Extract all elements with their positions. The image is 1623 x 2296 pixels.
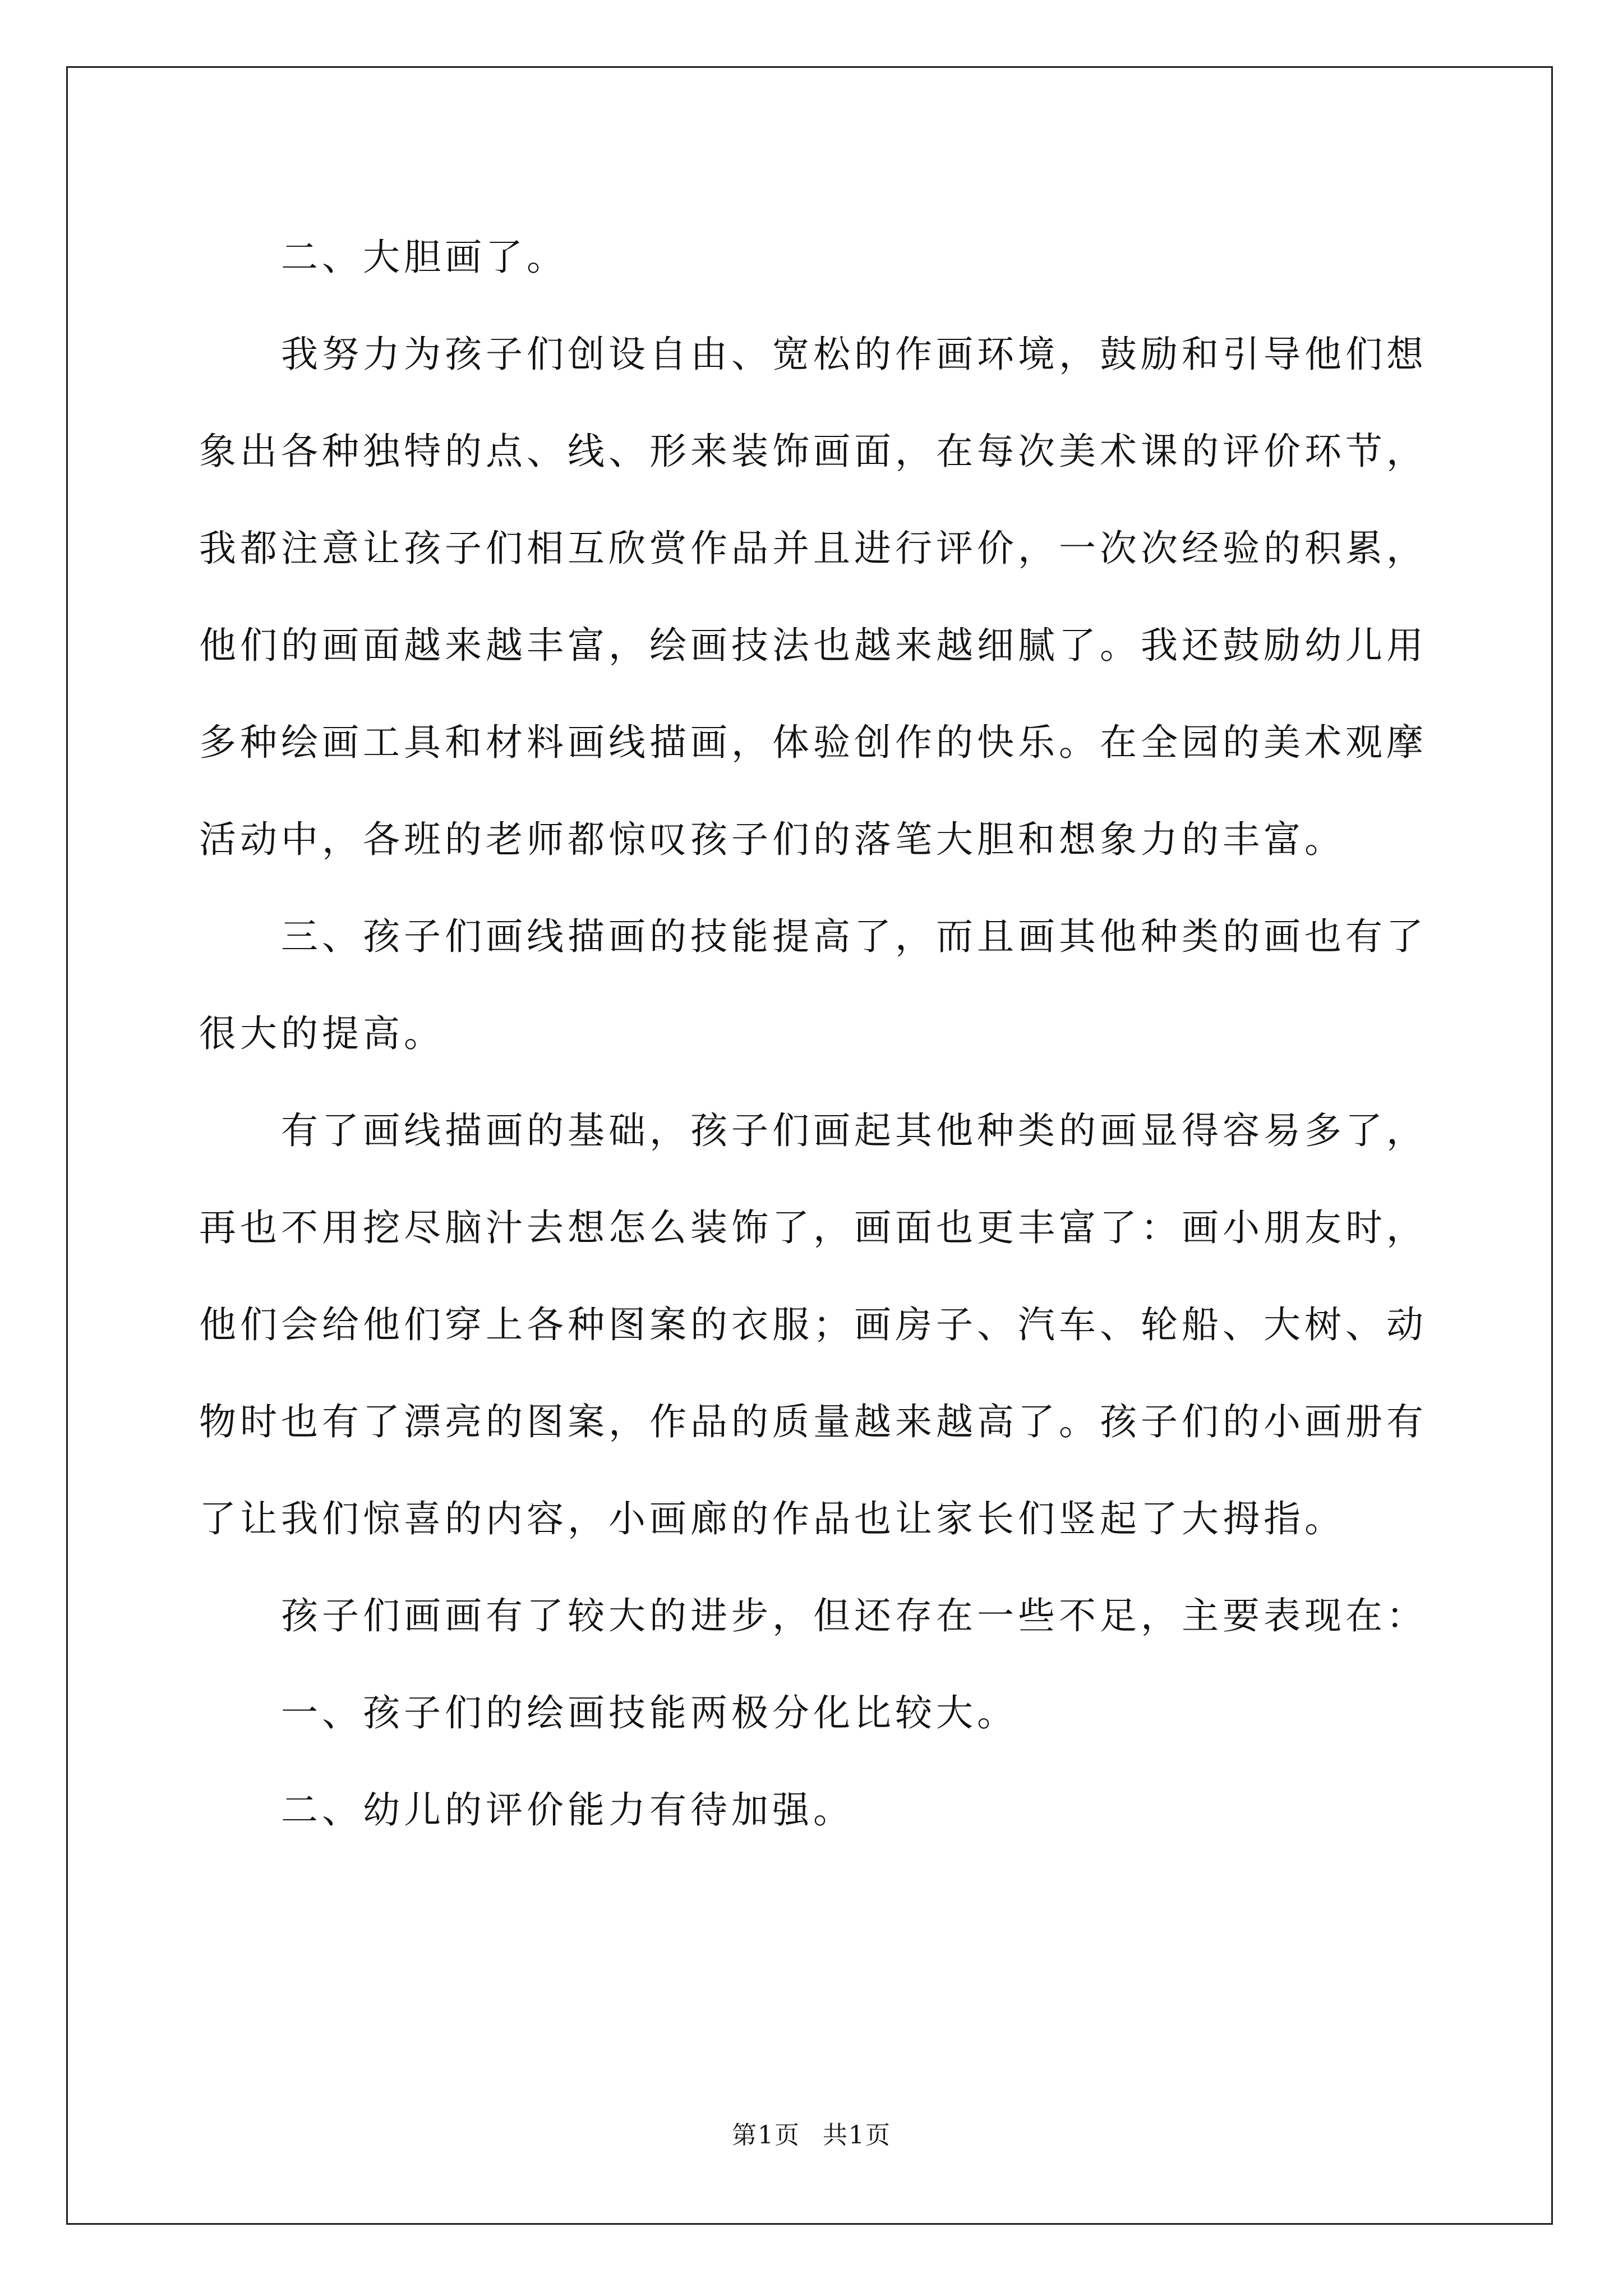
paragraph: 有了画线描画的基础，孩子们画起其他种类的画显得容易多了，再也不用挖尽脑汁去想怎么装饰了，画面也更丰富了：画小朋友时，他们会给他们穿上各种图案的衣服；画房子、汽车、轮船、大树、动物时也有了漂亮的图案，作品的质量越来越高了。孩子们的小画册有了让我们惊喜的内容，小画廊的作品也让家长们竖起了大拇指。 (199, 1109, 1427, 1540)
page-footer (0, 2115, 1623, 2151)
paragraph: 孩子们画画有了较大的进步，但还存在一些不足，主要表现在： (281, 1594, 1427, 1637)
document-body (199, 209, 1427, 1858)
paragraph: 一、孩子们的绘画技能两极分化比较大。 (281, 1691, 1018, 1734)
page-total: 共1页 (823, 2121, 891, 2150)
paragraph: 我努力为孩子们创设自由、宽松的作画环境，鼓励和引导他们想象出各种独特的点、线、形来装饰画面，在每次美术课的评价环节，我都注意让孩子们相互欣赏作品并且进行评价，一次次经验的积累，他们的画面越来越丰富，绘画技法也越来越细腻了。我还鼓励幼儿用多种绘画工具和材料画线描画，体验创作的快乐。在全园的美术观摩活动中，各班的老师都惊叹孩子们的落笔大胆和想象力的丰富。 (199, 333, 1427, 861)
page-number: 第1页 (732, 2121, 800, 2150)
paragraph: 二、大胆画了。 (281, 236, 568, 279)
paragraph: 二、幼儿的评价能力有待加强。 (281, 1788, 854, 1832)
paragraph: 三、孩子们画线描画的技能提高了，而且画其他种类的画也有了很大的提高。 (199, 915, 1427, 1055)
